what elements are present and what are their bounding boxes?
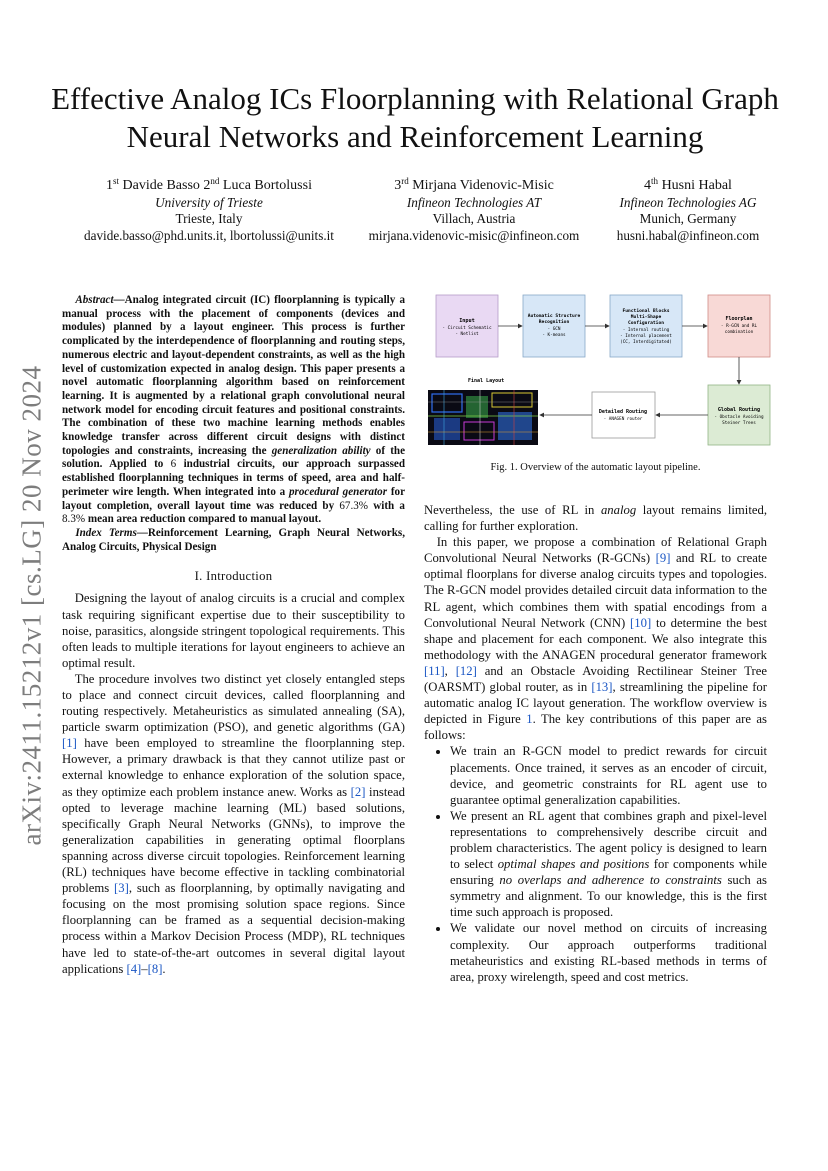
- box-detailed-routing: [592, 392, 655, 438]
- author-affiliation-3: Infineon Technologies AG: [619, 194, 757, 210]
- citation-link[interactable]: [13]: [591, 680, 613, 695]
- citation-link[interactable]: [3]: [114, 881, 129, 896]
- box-asr-line: - GCN: [547, 327, 561, 332]
- final-layout-image: [428, 390, 538, 445]
- citation-link[interactable]: [2]: [350, 784, 366, 799]
- contributions-list: [424, 743, 767, 984]
- box-fp-title: Floorplan: [725, 316, 753, 322]
- list-item: • We present an RL agent that combines graph and pixel-level representations to comprehensively describe circuit and problem characteristics. The agent policy is designed to learn to select optimal shapes and positions for components while ensuring no overlaps and adherence to constraints such as symmetry and alignment. To our knowledge, this is the first time such approach is proposed.: [450, 808, 767, 921]
- paper-title: Effective Analog ICs Floorplanning with Relational Graph Neural Networks and Reinforcement Learning: [51, 81, 779, 154]
- box-fp-line: combination: [724, 330, 754, 335]
- box-asr-line: - K-means: [542, 333, 566, 338]
- figure-link[interactable]: 1: [526, 712, 533, 727]
- right-paragraph-2: In this paper, we propose a combination of Relational Graph Convolutional Neural Networks (R-GCNs) [9] and RL to create optimal floorplans for diverse analog circuits types and topologies. The R-GCN model provides detailed circuit data information to the RL agent, which combines them with spatial encodings from a Convolutional Neural Network (CNN) [10] to determine the best shape and placement for each component. We also integrate this methodology with the ANAGEN procedural generator framework [11], [12] and an Obstacle Avoiding Rectilinear Steiner Tree (OARSMT) global router, as in [13], streamlining the pipeline for automatic analog IC layout generation. The workflow overview is depicted in Figure 1. The key contributions of this paper are as follows:: [424, 535, 767, 743]
- arxiv-stamp-text: arXiv:2411.15212v1 [cs.LG] 20 Nov 2024: [16, 365, 47, 845]
- citation-link[interactable]: [11]: [424, 663, 445, 678]
- author-name-3: 4th Husni Habal: [644, 176, 732, 193]
- author-email-2: mirjana.videnovic-misic@infineon.com: [368, 227, 580, 243]
- author-block-2: [352, 178, 596, 244]
- citation-link[interactable]: [1]: [62, 736, 77, 751]
- author-location-3: Munich, Germany: [639, 211, 737, 226]
- box-dr-line: - ANAGEN router: [603, 417, 643, 422]
- box-asr-title: Automatic Structure: [527, 314, 581, 319]
- figure-pipeline-diagram: [424, 292, 784, 447]
- intro-paragraph-1: Designing the layout of analog circuits is a crucial and complex task requiring significant expertise due to their susceptibility to noise, parasitics, alongside stringent topological requirements. This often leads to multiple iterations for layout engineers to achieve an optimal result.: [62, 591, 405, 670]
- box-gr-line: - Obstacle Avoiding: [714, 415, 764, 420]
- citation-link[interactable]: [12]: [455, 663, 477, 678]
- author-name-2: 3rd Mirjana Videnovic-Misic: [394, 176, 554, 193]
- box-input-title: Input: [459, 318, 475, 324]
- intro-paragraph-2: The procedure involves two distinct yet closely entangled steps to place and connect circuit devices, called floorplanning and routing respectively. Metaheuristics as simulated annealing (SA), particle swarm optimization (PSO), and genetic algorithms (GA) [1] have been employed to streamline the floorplanning step. However, a primary drawback is that they cannot utilize past or external knowledge to enhance exploration of the solution space, as they optimize each problem instance anew. Works as [2] instead opted to leverage machine learning (ML) based solutions, specifically Graph Neural Networks (GNNs), to improve the generalization capabilities in generating optimal floorplans spanning across diverse circuit topologies. Reinforcement learning (RL) techniques have become effective in tackling combinatorial problems [3], such as floorplanning, by optimally navigating and focusing on the most promising solution space regions. Since floorplanning can be framed as a sequential decision-making process within a Markov Decision Process (MDP), RL techniques have led to state-of-the-art outcomes in several digital layout applications [4]–[8].: [62, 671, 405, 976]
- box-gr-line: Steiner Trees: [722, 421, 756, 426]
- list-item: • We train an R-GCN model to predict rewards for circuit placements. Once trained, it serves as an encoder of circuit, device, and geometric constraints for RL agent use to guarantee optimal generalization capabilities.: [450, 743, 767, 807]
- box-gr-title: Global Routing: [717, 407, 761, 413]
- author-names-1: 1st Davide Basso 2nd Luca Bortolussi: [106, 176, 312, 193]
- box-asr-title: Recognition: [538, 320, 570, 325]
- right-column: [424, 502, 767, 985]
- box-fb-line: - Internal routing: [622, 328, 670, 333]
- arxiv-stamp: [12, 360, 52, 850]
- box-fp-line: - R-GCN and RL: [720, 324, 758, 329]
- left-column: [62, 294, 405, 977]
- box-fb-line: (CC, Interdigitated): [620, 340, 672, 345]
- box-fb-line: - Internal placement: [620, 334, 672, 339]
- final-layout-label: Final Layout: [468, 378, 505, 384]
- section-heading-introduction: I. Introduction: [194, 569, 273, 584]
- author-email-1: davide.basso@phd.units.it, lbortolussi@units.it: [84, 227, 334, 243]
- index-terms: Index Terms—Reinforcement Learning, Graph Neural Networks, Analog Circuits, Physical Design: [62, 526, 405, 553]
- author-affiliation-1: University of Trieste: [155, 194, 263, 210]
- citation-link[interactable]: [8]: [147, 961, 163, 976]
- box-input-line: - Circuit Schematic: [442, 326, 492, 331]
- box-input-line: - Netlist: [455, 332, 479, 337]
- box-dr-title: Detailed Routing: [598, 409, 648, 415]
- box-functional-blocks: [610, 295, 682, 357]
- box-global-routing: [708, 385, 770, 445]
- author-affiliation-2: Infineon Technologies AT: [406, 194, 542, 210]
- author-block-1: [70, 178, 348, 244]
- author-location-2: Villach, Austria: [432, 211, 516, 226]
- author-location-1: Trieste, Italy: [175, 211, 243, 226]
- author-email-3: husni.habal@infineon.com: [616, 227, 760, 243]
- box-fb-title: Multi-Shape: [630, 315, 662, 320]
- citation-link[interactable]: [9]: [655, 551, 671, 566]
- author-block-3: [598, 178, 778, 244]
- box-fb-title: Functional Blocks: [622, 309, 670, 314]
- box-fb-title: Configuration: [628, 321, 664, 326]
- right-paragraph-1: Nevertheless, the use of RL in analog layout remains limited, calling for further exploration.: [424, 503, 767, 534]
- box-input: [436, 295, 498, 357]
- box-floorplan: [708, 295, 770, 357]
- citation-link[interactable]: [10]: [630, 615, 652, 630]
- citation-link[interactable]: [4]: [126, 961, 142, 976]
- box-structure-recognition: [523, 295, 585, 357]
- list-item: • We validate our novel method on circuits of increasing complexity. Our approach outperforms traditional metaheuristics and existing RL-based methods in terms of area, proxy wirelength, speed and cost metrics.: [450, 920, 767, 984]
- figure-caption: Fig. 1. Overview of the automatic layout pipeline.: [490, 462, 701, 473]
- abstract: Abstract—Analog integrated circuit (IC) floorplanning is typically a manual process with the placement of components (devices and modules) planned by a layout engineer. This process is further complicated by the interdependence of floorplanning and routing steps, numerous electric and layout-dependent constraints, as well as the high level of customization expected in analog design. This paper presents a novel automatic floorplanning algorithm based on reinforcement learning. It is augmented by a relational graph convolutional neural network model for encoding circuit features and positional constraints. The combination of these two machine learning methods enables knowledge transfer across different circuit designs with distinct topologies and constraints, increasing the generalization ability of the solution. Applied to 6 industrial circuits, our approach surpassed established floorplanning techniques in terms of speed, area and half-perimeter wire length. When integrated into a procedural generator for layout completion, overall layout time was reduced by 67.3% with a 8.3% mean area reduction compared to manual layout.: [62, 294, 405, 526]
